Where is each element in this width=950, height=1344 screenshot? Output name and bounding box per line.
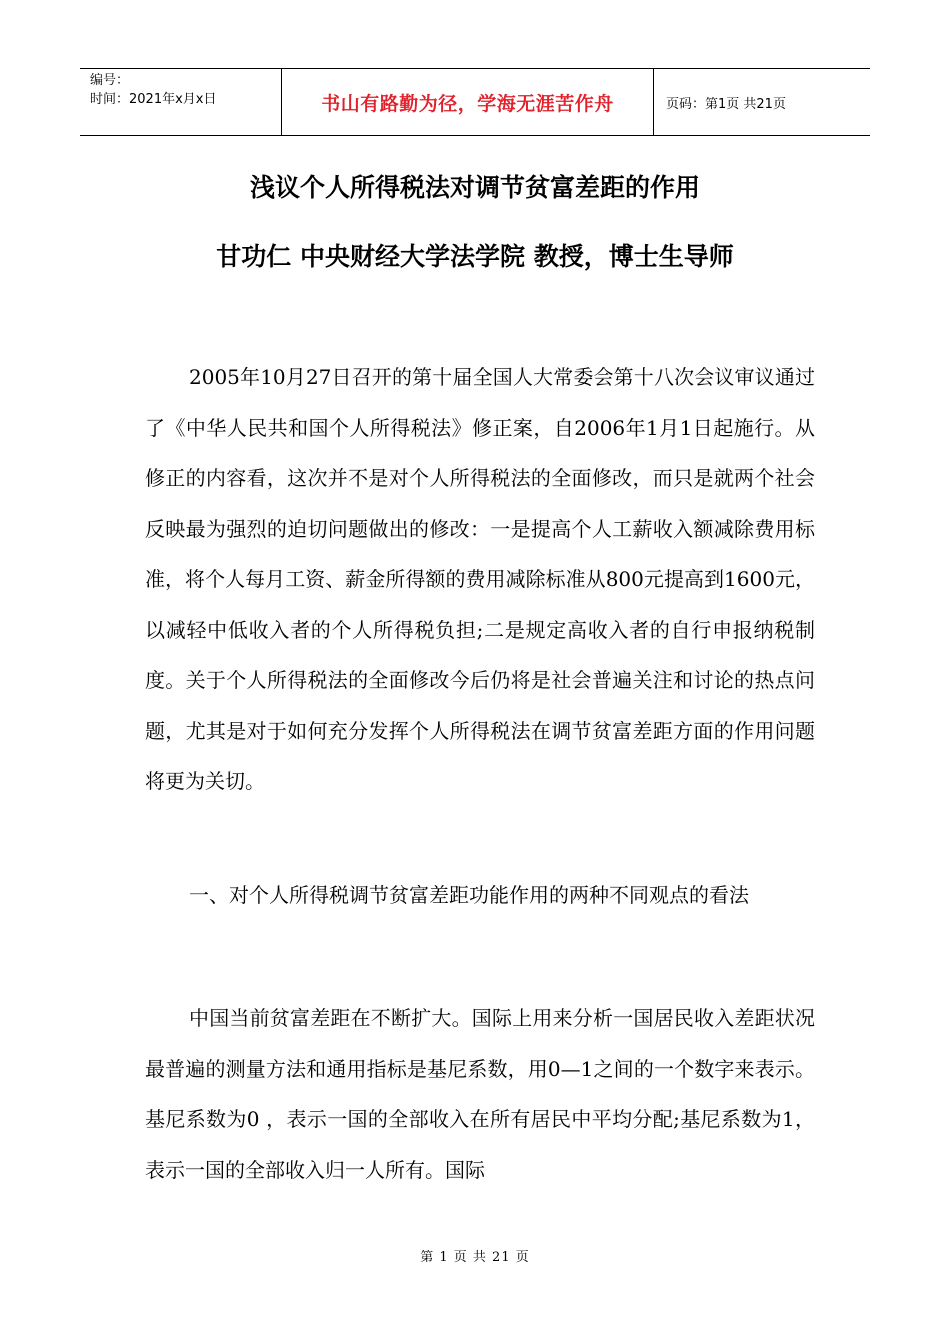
header-page-cell (654, 69, 870, 135)
header-motto-cell (282, 69, 654, 135)
date-label: 时间：2021年x月x日 (90, 92, 217, 107)
body-paragraph: 2005年10月27日召开的第十届全国人大常委会第十八次会议审议通过了《中华人民共和国个人所得税法》修正案，自2006年1月1日起施行。从修正的内容看，这次并不是对个人所得税法的全面修改，而只是就两个社会反映最为强烈的迫切问题做出的修改：一是提高个人工薪收入额减除费用标准，将个人每月工资、薪金所得额的费用减除标准从800元提高到1600元，以减轻中低收入者的个人所得税负担;二是规定高收入者的自行申报纳税制度。关于个人所得税法的全面修改今后仍将是社会普遍关注和讨论的热点问题，尤其是对于如何充分发挥个人所得税法在调节贫富差距方面的作用问题将更为关切。 (145, 365, 815, 793)
document-header (80, 68, 870, 136)
author-line: 甘功仁 中央财经大学法学院 教授，博士生导师 (216, 242, 734, 271)
motto-text: 书山有路勤为径，学海无涯苦作舟 (321, 92, 614, 115)
serial-number-label: 编号： (90, 73, 130, 88)
body-paragraph: 中国当前贫富差距在不断扩大。国际上用来分析一国居民收入差距状况最普遍的测量方法和通用指标是基尼系数，用0—1之间的一个数字来表示。基尼系数为0 ，表示一国的全部收入在所有居民中平均分配;基尼系数为1，表示一国的全部收入归一人所有。国际 (145, 1006, 815, 1182)
section-heading: 一、对个人所得税调节贫富差距功能作用的两种不同观点的看法 (189, 883, 749, 907)
page-number-info: 页码：第1页 共21页 (666, 96, 786, 112)
header-meta (80, 69, 282, 135)
page-footer: 第 1 页 共 21 页 (420, 1250, 530, 1265)
document-title: 浅议个人所得税法对调节贫富差距的作用 (249, 173, 700, 202)
